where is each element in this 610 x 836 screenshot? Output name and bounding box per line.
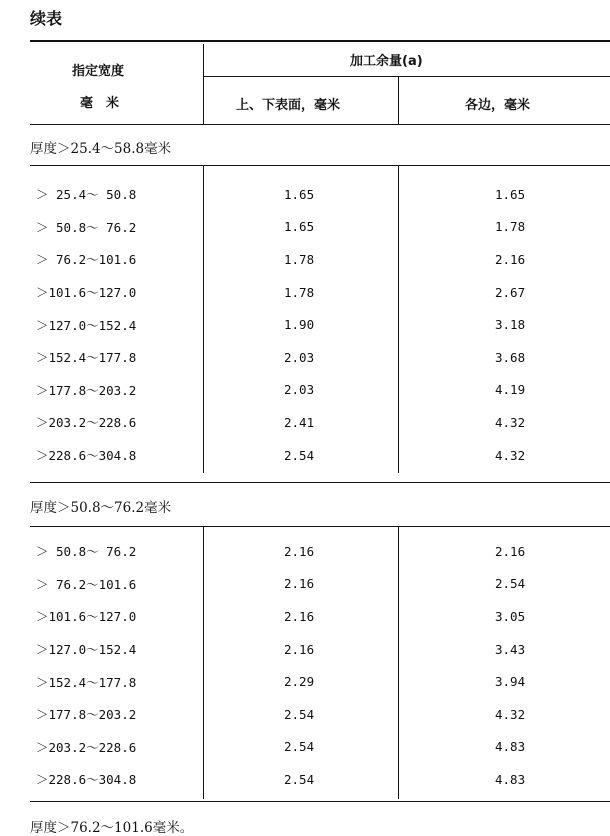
top-rule	[30, 40, 610, 42]
table-row	[30, 665, 610, 698]
width-cell: ＞152.4～177.8	[36, 350, 137, 366]
table-row	[30, 535, 610, 568]
table-row	[30, 276, 610, 309]
width-cell: ＞101.6～127.0	[36, 285, 137, 301]
surface-allowance-cell: 2.03	[284, 349, 315, 365]
side-allowance-cell: 4.32	[495, 414, 526, 430]
width-cell: ＞ 50.8～ 76.2	[36, 219, 137, 235]
side-allowance-cell: 2.16	[495, 251, 526, 267]
table-row	[30, 374, 610, 407]
side-allowance-cell: 4.32	[495, 706, 526, 722]
section-2-bottom-rule	[30, 801, 610, 802]
width-cell: ＞177.8～203.2	[36, 382, 137, 398]
width-cell: ＞203.2～228.6	[36, 415, 137, 431]
surface-allowance-cell: 2.41	[284, 414, 315, 430]
surface-allowance-cell: 2.54	[284, 706, 315, 722]
side-allowance-cell: 3.68	[495, 349, 526, 365]
header-divider-main	[203, 44, 204, 124]
section-1-bottom-rule	[30, 482, 610, 483]
width-cell: ＞ 76.2～101.6	[36, 252, 137, 268]
side-allowance-cell: 2.16	[495, 543, 526, 559]
table-row	[30, 600, 610, 633]
section-1-rule	[30, 165, 610, 166]
page-title: 续表	[30, 9, 63, 28]
surface-allowance-cell: 2.16	[284, 641, 315, 657]
header-surface-col: 上、下表面，毫米	[236, 98, 341, 113]
header-width-unit: 毫 米	[80, 96, 120, 111]
header-group-rule	[203, 76, 610, 77]
header-divider-sub	[398, 77, 399, 124]
side-allowance-cell: 4.83	[495, 771, 526, 787]
width-cell: ＞203.2～228.6	[36, 739, 137, 755]
width-cell: ＞ 76.2～101.6	[36, 576, 137, 592]
section-1-table	[30, 178, 610, 471]
surface-allowance-cell: 2.54	[284, 771, 315, 787]
surface-allowance-cell: 2.16	[284, 608, 315, 624]
width-cell: ＞127.0～152.4	[36, 642, 137, 658]
table-row	[30, 439, 610, 472]
width-cell: ＞101.6～127.0	[36, 609, 137, 625]
side-allowance-cell: 2.67	[495, 284, 526, 300]
table-row	[30, 211, 610, 244]
side-allowance-cell: 4.83	[495, 739, 526, 755]
header-width-label: 指定宽度	[72, 64, 125, 79]
section-2-table	[30, 535, 610, 796]
surface-allowance-cell: 2.29	[284, 674, 315, 690]
table-row	[30, 633, 610, 666]
table-row	[30, 698, 610, 731]
table-row	[30, 243, 610, 276]
surface-allowance-cell: 1.78	[284, 251, 315, 267]
surface-allowance-cell: 2.54	[284, 739, 315, 755]
table-row	[30, 308, 610, 341]
width-cell: ＞ 25.4～ 50.8	[36, 187, 137, 203]
table-row	[30, 731, 610, 764]
section-label-1: 厚度＞25.4～58.8毫米	[30, 141, 172, 157]
surface-allowance-cell: 2.16	[284, 543, 315, 559]
side-allowance-cell: 1.78	[495, 219, 526, 235]
width-cell: ＞ 50.8～ 76.2	[36, 544, 137, 560]
surface-allowance-cell: 1.65	[284, 186, 315, 202]
surface-allowance-cell: 1.78	[284, 284, 315, 300]
width-cell: ＞228.6～304.8	[36, 448, 137, 464]
table-row	[30, 178, 610, 211]
side-allowance-cell: 2.54	[495, 576, 526, 592]
footer-thickness-label: 厚度＞76.2～101.6毫米。	[30, 820, 194, 836]
width-cell: ＞177.8～203.2	[36, 707, 137, 723]
side-allowance-cell: 3.05	[495, 608, 526, 624]
surface-allowance-cell: 2.54	[284, 447, 315, 463]
surface-allowance-cell: 2.03	[284, 382, 315, 398]
side-allowance-cell: 4.32	[495, 447, 526, 463]
side-allowance-cell: 3.18	[495, 317, 526, 333]
section-2-rule	[30, 526, 610, 527]
side-allowance-cell: 3.94	[495, 674, 526, 690]
side-allowance-cell: 1.65	[495, 186, 526, 202]
table-row	[30, 406, 610, 439]
width-cell: ＞228.6～304.8	[36, 772, 137, 788]
table-row	[30, 763, 610, 796]
width-cell: ＞127.0～152.4	[36, 317, 137, 333]
surface-allowance-cell: 1.90	[284, 317, 315, 333]
surface-allowance-cell: 2.16	[284, 576, 315, 592]
header-allowance-group: 加工余量(a)	[350, 54, 423, 69]
surface-allowance-cell: 1.65	[284, 219, 315, 235]
table-row	[30, 568, 610, 601]
side-allowance-cell: 4.19	[495, 382, 526, 398]
header-side-col: 各边，毫米	[465, 98, 531, 113]
width-cell: ＞152.4～177.8	[36, 674, 137, 690]
header-bottom-rule	[30, 124, 610, 125]
table-row	[30, 341, 610, 374]
side-allowance-cell: 3.43	[495, 641, 526, 657]
section-label-2: 厚度＞50.8～76.2毫米	[30, 500, 172, 516]
